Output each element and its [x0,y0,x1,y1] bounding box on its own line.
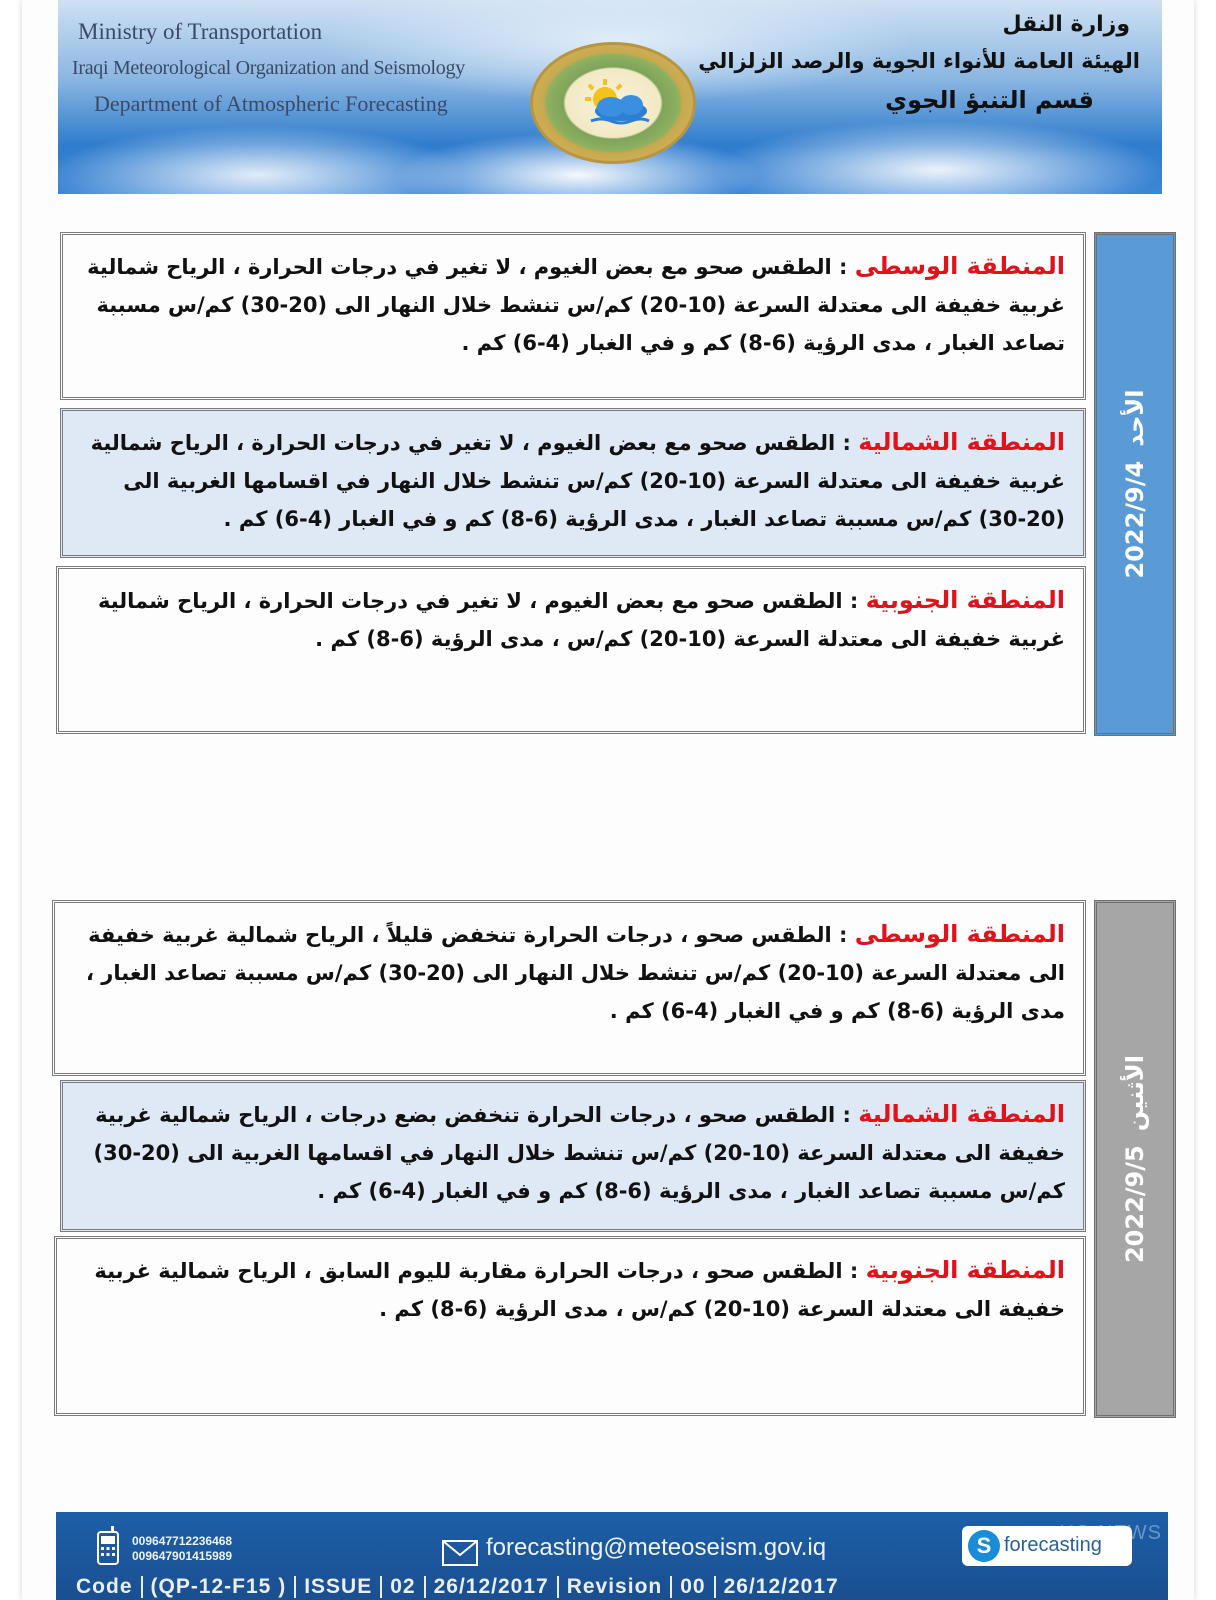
revision-value: 00 [672,1576,715,1598]
date-label [1121,390,1149,579]
organization-name-en: Iraqi Meteorological Organization and Seismology [72,57,465,79]
region-forecast-text: الطقس صحو ، درجات الحرارة تنخفض قليلاً ، الرياح شمالية غربية خفيفة الى معتدلة السرعة (10-20) كم/س تنشط خلال النهار الى (20-30) كم/س مسببة تصاعد الغبار ، مدى الرؤية (6-8) كم و في الغبار (4-6) كم . [86,923,1065,1023]
region-name: المنطقة الجنوبية [865,586,1065,614]
code-value: (QP-12-F15 ) [143,1576,297,1598]
region-forecast-text: الطقس صحو ، درجات الحرارة مقاربة لليوم السابق ، الرياح شمالية غربية خفيفة الى معتدلة السرعة (10-20) كم/س ، مدى الرؤية (6-8) كم . [94,1259,1065,1321]
region-panel-central: المنطقة الوسطى : الطقس صحو ، درجات الحرارة تنخفض قليلاً ، الرياح شمالية غربية خفيفة الى معتدلة السرعة (10-20) كم/س تنشط خلال النهار الى (20-30) كم/س مسببة تصاعد الغبار ، مدى الرؤية (6-8) كم و في الغبار (4-6) كم . [52,900,1086,1076]
region-panel-north: المنطقة الشمالية : الطقس صحو ، درجات الحرارة تنخفض بضع درجات ، الرياح شمالية غربية خفيفة الى معتدلة السرعة (10-20) كم/س تنشط خلال النهار في اقسامها الغربية الى (20-30) كم/س مسببة تصاعد الغبار ، مدى الرؤية (6-8) كم و في الغبار (4-6) كم . [60,1080,1086,1232]
ministry-name-en: Ministry of Transportation [78,19,323,44]
region-name: المنطقة الوسطى [854,920,1065,948]
date-value: 2022/9/4 [1121,460,1149,579]
organization-name-ar: الهيئة العامة للأنواء الجوية والرصد الزلزالي [698,49,1140,73]
department-name-ar: قسم التنبؤ الجوي [885,86,1094,114]
region-panel-south: المنطقة الجنوبية : الطقس صحو ، درجات الحرارة مقاربة لليوم السابق ، الرياح شمالية غربية خفيفة الى معتدلة السرعة (10-20) كم/س ، مدى الرؤية (6-8) كم . [54,1236,1086,1416]
skype-handle: forecasting [1004,1534,1102,1556]
contact-email[interactable]: forecasting@meteoseism.gov.iq [486,1534,827,1561]
issue-value: 02 [382,1576,425,1598]
region-panel-south: المنطقة الجنوبية : الطقس صحو مع بعض الغيوم ، لا تغير في درجات الحرارة ، الرياح شمالية غربية خفيفة الى معتدلة السرعة (10-20) كم/س ، مدى الرؤية (6-8) كم . [56,566,1086,734]
phone-icon [96,1526,120,1566]
document-code-row [56,1574,1168,1600]
day-name: الأحد [1121,389,1149,447]
revision-label: Revision [559,1576,673,1598]
skype-icon: S [968,1530,1000,1562]
day-name: الأثنين [1121,1054,1149,1132]
region-forecast-text: الطقس صحو مع بعض الغيوم ، لا تغير في درجات الحرارة ، الرياح شمالية غربية خفيفة الى معتدلة السرعة (10-20) كم/س ، مدى الرؤية (6-8) كم . [97,589,1065,651]
issue-label: ISSUE [296,1576,382,1598]
department-name-en: Department of Atmospheric Forecasting [94,91,448,116]
header-banner [58,0,1162,194]
watermark: HQ NEWS [1059,1522,1162,1544]
footer-bar [56,1512,1168,1600]
mail-icon [442,1540,478,1566]
phone-number: 009647712236468 [132,1534,233,1548]
header-arabic [698,8,1140,120]
region-panel-north: المنطقة الشمالية : الطقس صحو مع بعض الغيوم ، لا تغير في درجات الحرارة ، الرياح شمالية غربية خفيفة الى معتدلة السرعة (10-20) كم/س تنشط خلال النهار في اقسامها الغربية الى (20-30) كم/س مسببة تصاعد الغبار ، مدى الرؤية (6-8) كم و في الغبار (4-6) كم . [60,408,1086,558]
revision-date: 26/12/2017 [723,1575,839,1598]
region-panel-central: المنطقة الوسطى : الطقس صحو مع بعض الغيوم ، لا تغير في درجات الحرارة ، الرياح شمالية غربية خفيفة الى معتدلة السرعة (10-20) كم/س تنشط خلال النهار الى (20-30) كم/س مسببة تصاعد الغبار ، مدى الرؤية (6-8) كم و في الغبار (4-6) كم . [60,232,1086,400]
region-name: المنطقة الشمالية [858,1100,1065,1128]
date-tab-day1 [1094,232,1176,736]
ministry-name-ar: وزارة النقل [1002,12,1130,37]
date-value: 2022/9/5 [1121,1145,1149,1264]
organization-logo [530,42,696,164]
header-english [72,14,465,122]
date-tab-day2 [1094,900,1176,1418]
phone-numbers [132,1534,232,1564]
issue-date: 26/12/2017 [426,1576,559,1598]
sun-cloud-icon [581,79,651,129]
date-label [1121,1055,1149,1263]
phone-number: 009647901415989 [132,1549,233,1563]
region-name: المنطقة الجنوبية [865,1256,1065,1284]
region-forecast-text: الطقس صحو ، درجات الحرارة تنخفض بضع درجات ، الرياح شمالية غربية خفيفة الى معتدلة السرعة (10-20) كم/س تنشط خلال النهار في اقسامها الغربية الى (20-30) كم/س مسببة تصاعد الغبار ، مدى الرؤية (6-8) كم و في الغبار (4-6) كم . [93,1103,1065,1203]
region-name: المنطقة الشمالية [858,428,1065,456]
region-name: المنطقة الوسطى [854,252,1065,280]
code-label: Code [56,1576,143,1598]
region-forecast-text: الطقس صحو مع بعض الغيوم ، لا تغير في درجات الحرارة ، الرياح شمالية غربية خفيفة الى معتدلة السرعة (10-20) كم/س تنشط خلال النهار في اقسامها الغربية الى (20-30) كم/س مسببة تصاعد الغبار ، مدى الرؤية (6-8) كم و في الغبار (4-6) كم . [90,431,1065,531]
region-forecast-text: الطقس صحو مع بعض الغيوم ، لا تغير في درجات الحرارة ، الرياح شمالية غربية خفيفة الى معتدلة السرعة (10-20) كم/س تنشط خلال النهار الى (20-30) كم/س مسببة تصاعد الغبار ، مدى الرؤية (6-8) كم و في الغبار (4-6) كم . [87,255,1065,355]
